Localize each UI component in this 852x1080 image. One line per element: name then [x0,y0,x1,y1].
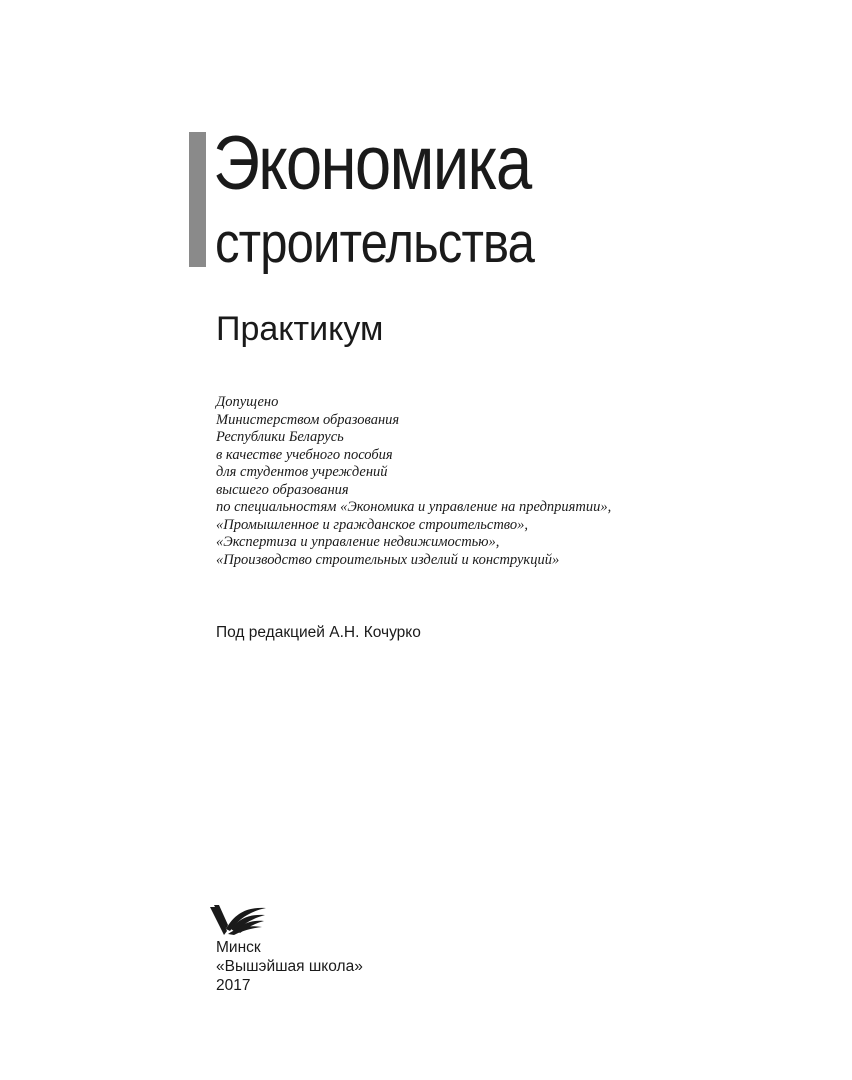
approval-statement [216,394,611,569]
approval-line: Министерством образования [216,411,400,428]
approval-line: Допущено [216,394,279,410]
approval-line: по специальностям «Экономика и управление на предприятии», [216,499,612,515]
book-subtitle: Практикум [216,310,384,348]
book-title-line-1: Экономика [213,121,531,206]
imprint-year: 2017 [216,977,251,994]
publisher-logo-icon [210,905,266,935]
publication-imprint [216,938,363,995]
title-accent-bar [189,132,206,267]
approval-line: «Промышленное и гражданское строительство», [216,516,529,533]
approval-line: Республики Беларусь [216,429,344,445]
editor-credit: Под редакцией А.Н. Кочурко [216,624,421,641]
approval-line: в качестве учебного пособия [216,446,393,463]
approval-line: высшего образования [216,481,349,498]
imprint-publisher: «Вышэйшая школа» [216,958,363,975]
approval-line: «Экспертиза и управление недвижимостью», [216,534,500,550]
book-title-line-2: строительства [215,211,535,275]
approval-line: для студентов учреждений [216,464,388,480]
approval-line: «Производство строительных изделий и конструкций» [216,551,560,568]
imprint-city: Минск [216,939,261,956]
